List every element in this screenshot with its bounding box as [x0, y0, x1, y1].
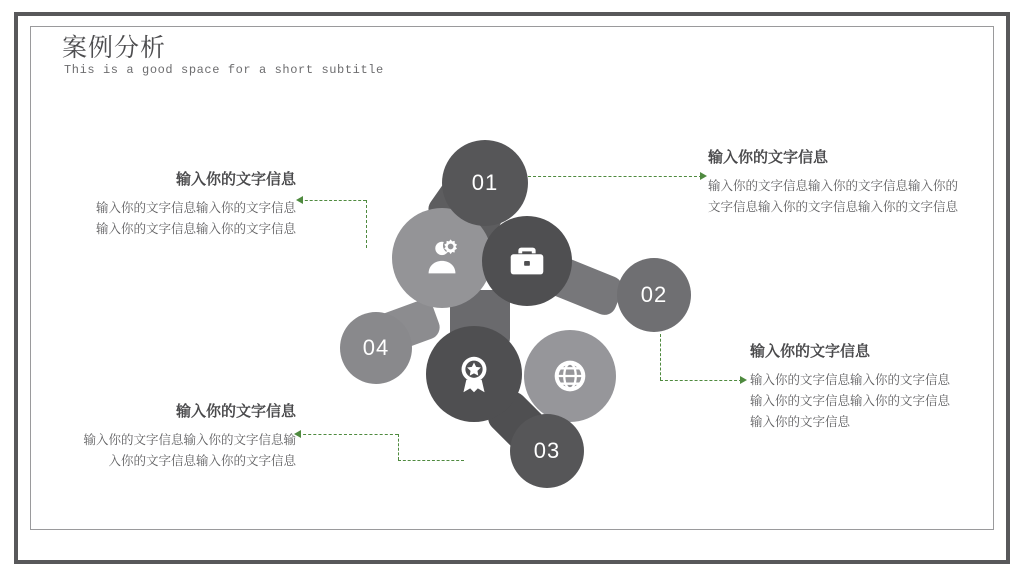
- callout-bottom-left: [80, 400, 296, 472]
- callout-bottom-right: [750, 340, 956, 433]
- globe-icon: [524, 330, 616, 422]
- node-01-label: 01: [471, 170, 499, 195]
- callout-top-right-body: 输入你的文字信息输入你的文字信息输入你的文字信息输入你的文字信息输入你的文字信息: [708, 179, 959, 214]
- node-04[interactable]: [340, 312, 412, 384]
- callout-top-left: [86, 168, 296, 240]
- award-badge-icon: [426, 326, 522, 422]
- node-02-label: 02: [640, 282, 668, 307]
- callout-bottom-left-body: 输入你的文字信息输入你的文字信息输入你的文字信息输入你的文字信息: [83, 433, 296, 468]
- node-03-label: 03: [533, 438, 561, 463]
- process-diagram: [330, 130, 700, 500]
- callout-top-left-heading: 输入你的文字信息: [175, 171, 296, 188]
- briefcase-icon: [482, 216, 572, 306]
- node-04-label: 04: [362, 335, 390, 360]
- node-02[interactable]: [617, 258, 691, 332]
- node-01[interactable]: [442, 140, 528, 226]
- callout-bottom-right-heading: 输入你的文字信息: [750, 343, 871, 360]
- page-subtitle: This is a good space for a short subtitle: [64, 63, 384, 77]
- page-title: 案例分析: [62, 34, 167, 62]
- callout-top-left-body: 输入你的文字信息输入你的文字信息输入你的文字信息输入你的文字信息: [95, 201, 296, 236]
- callout-top-right: [708, 146, 958, 218]
- callout-bottom-right-body: 输入你的文字信息输入你的文字信息输入你的文字信息输入你的文字信息输入你的文字信息: [750, 373, 951, 429]
- node-03[interactable]: [510, 414, 584, 488]
- callout-top-right-heading: 输入你的文字信息: [708, 149, 829, 166]
- callout-bottom-left-heading: 输入你的文字信息: [175, 403, 296, 420]
